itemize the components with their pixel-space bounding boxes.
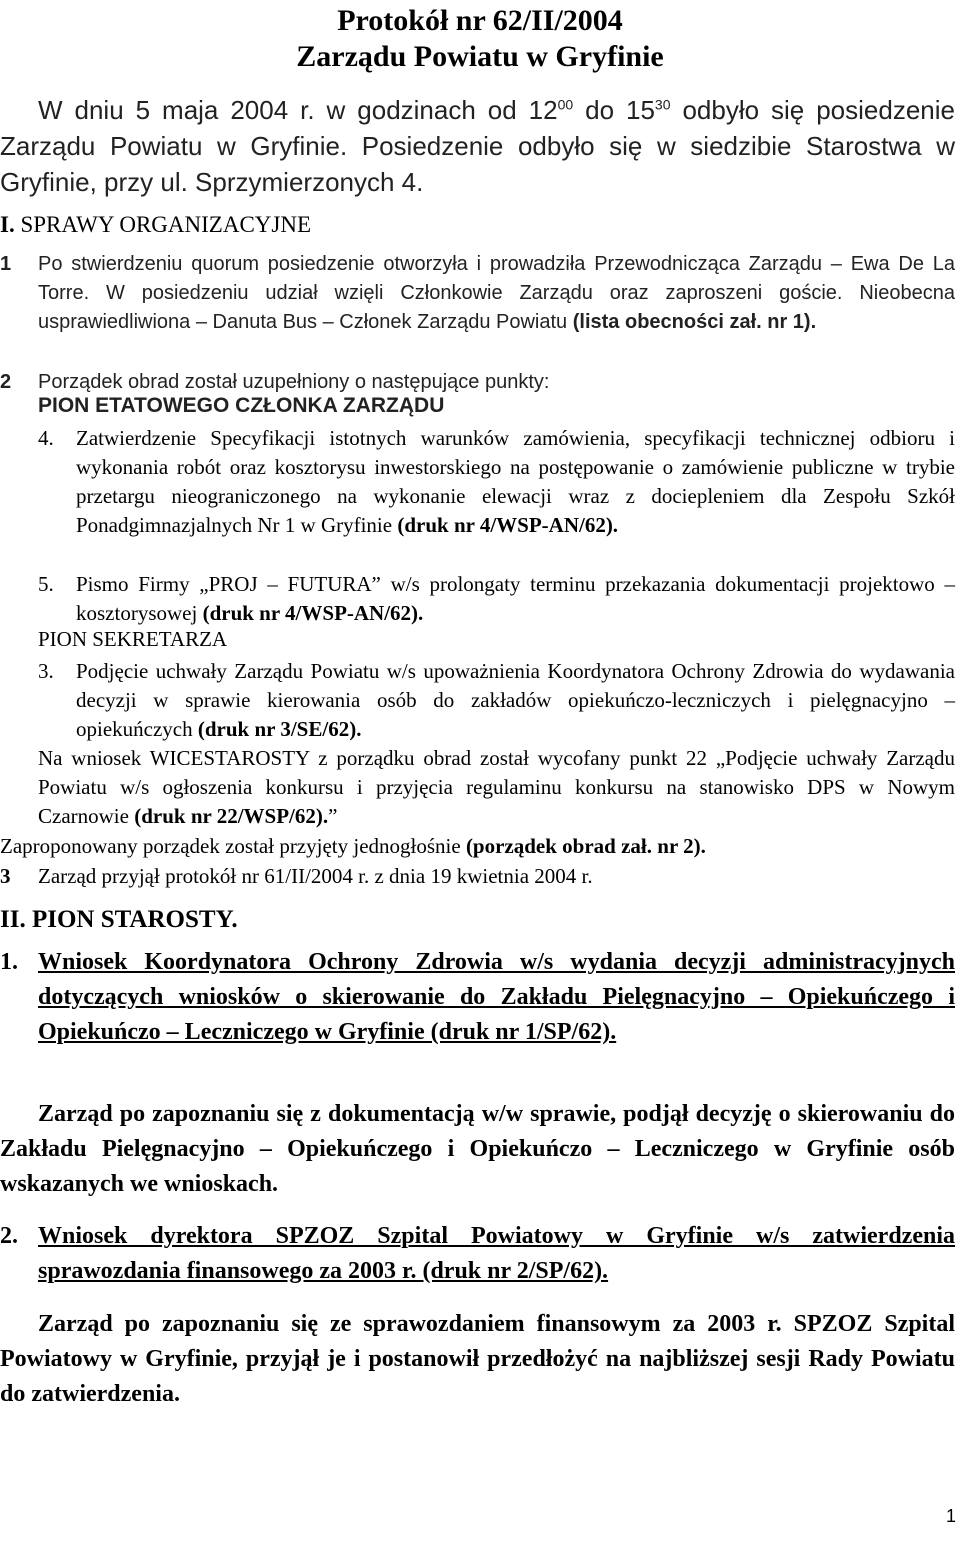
section-1-heading: I. SPRAWY ORGANIZACYJNE [0,212,312,237]
page-number: 1 [945,1506,956,1526]
organizational-point-3: 3 Zarząd przyjął protokół nr 61/II/2004 r. z dnia 19 kwietnia 2004 r. [0,864,593,888]
document-subtitle: Zarządu Powiatu w Gryfinie [296,40,664,73]
starosta-item-1: 1. Wniosek Koordynatora Ochrony Zdrowia w/s wydania decyzji administracyjnych dotyczących wniosków o skierowanie do Zakładu Pielęgnacyjno – Opiekuńczego i Opiekuńczo – Leczniczego w Gryfinie (druk nr 1/SP/62). [0,949,955,1045]
agenda-accepted-note: Zaproponowany porządek został przyjęty jednogłośnie (porządek obrad zał. nr 2). [0,834,706,858]
agenda-item-5: 5. Pismo Firmy „PROJ – FUTURA” w/s prolongaty terminu przekazania dokumentacji projektowo – kosztorysowej (druk nr 4/WSP-AN/62). [38,572,955,625]
decision-1: Zarząd po zapoznaniu się z dokumentacją w/w sprawie, podjął decyzję o skierowaniu do Zakładu Pielęgnacyjno – Opiekuńczego i Opiekuńczo – Leczniczego w Gryfinie osób wskazanych we wnioskach. [0,1101,955,1197]
withdrawal-note: Na wniosek WICESTAROSTY z porządku obrad został wycofany punkt 22 „Podjęcie uchwały Zarządu Powiatu w/s ogłoszenia konkursu i przyjęcia regulaminu konkursu na stanowisko DPS w Nowym Czarnowie (druk nr 22/WSP/62).” [38,746,955,828]
decision-2: Zarząd po zapoznaniu się ze sprawozdaniem finansowym za 2003 r. SPZOZ Szpital Powiatowy w Gryfinie, przyjął je i postanowił przedłożyć na najbliższej sesji Rady Powiatu do zatwierdzenia. [0,1311,955,1407]
pion-etatowego-heading: PION ETATOWEGO CZŁONKA ZARZĄDU [38,394,445,417]
section-2-heading: II. PION STAROSTY. [0,906,238,933]
organizational-point-1: 1 Po stwierdzeniu quorum posiedzenie otworzyła i prowadziła Przewodnicząca Zarządu – Ewa De La Torre. W posiedzeniu udział wzięli Członkowie Zarządu oraz zaproszeni goście. Nieobecna usprawiedliwiona – Danuta Bus – Członek Zarządu Powiatu (lista obecności zał. nr 1). [0,253,955,333]
organizational-point-2: 2 Porządek obrad został uzupełniony o następujące punkty: [0,371,550,393]
agenda-item-4: 4. Zatwierdzenie Specyfikacji istotnych warunków zamówienia, specyfikacji technicznej odbioru i wykonania robót oraz kosztorysu inwestorskiego na postępowanie o zamówienie publiczne w trybie przetargu nieograniczonego na wykonanie elewacji wraz z dociepleniem dla Zespołu Szkół Ponadgimnazjalnych Nr 1 w Gryfinie (druk nr 4/WSP-AN/62). [38,426,955,537]
starosta-item-2: 2. Wniosek dyrektora SPZOZ Szpital Powiatowy w Gryfinie w/s zatwierdzenia sprawozdania finansowego za 2003 r. (druk nr 2/SP/62). [0,1223,955,1284]
intro-paragraph: W dniu 5 maja 2004 r. w godzinach od $12^{00}$ do $15^{30}$ odbyło się posiedzenie Zarządu Powiatu w Gryfinie. Posiedzenie odbyło się w siedzibie Starostwa w Gryfinie, przy ul. Sprzymierzonych 4. [0,95,955,197]
agenda-item-3: 3. Podjęcie uchwały Zarządu Powiatu w/s upoważnienia Koordynatora Ochrony Zdrowia do wydawania decyzji w sprawie kierowania osób do zakładów opiekuńczo-leczniczych i pielęgnacyjno – opiekuńczych (druk nr 3/SE/62). [38,659,955,741]
pion-sekretarza-heading: PION SEKRETARZA [38,627,228,651]
document-title: Protokół nr 62/II/2004 [337,4,623,37]
